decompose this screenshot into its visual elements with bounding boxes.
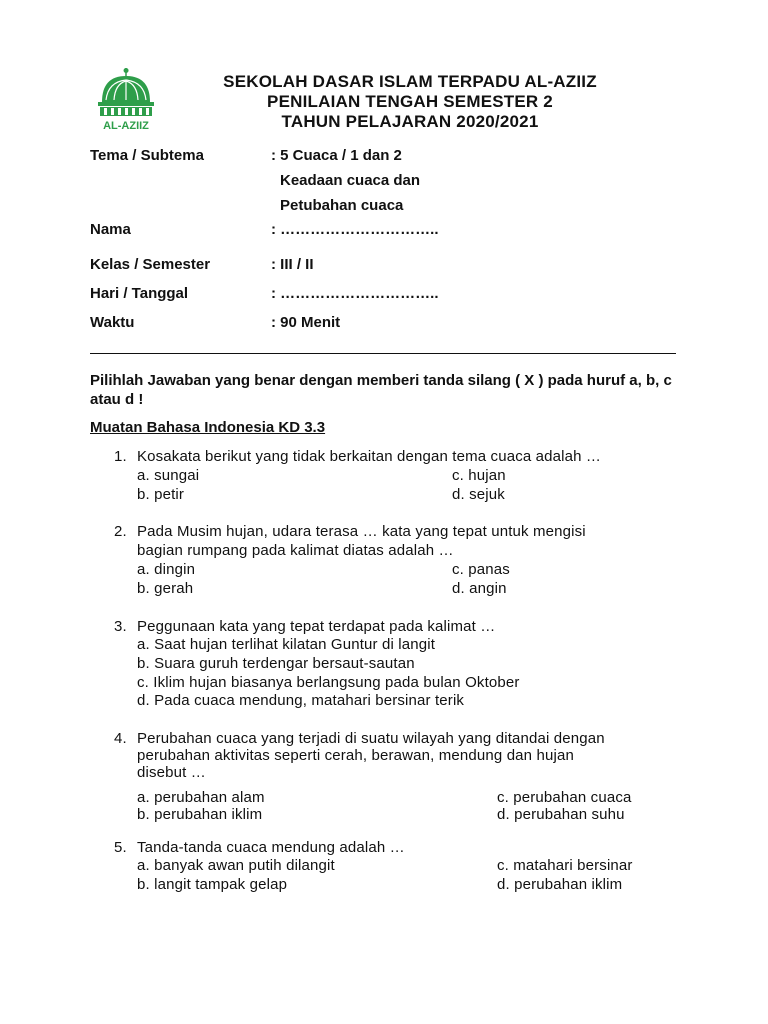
question-4-option-d[interactable]: d. perubahan suhu: [497, 806, 625, 823]
question-1-option-c[interactable]: c. hujan: [452, 467, 506, 484]
info-label-hari: Hari / Tanggal: [90, 285, 189, 302]
question-2-option-c[interactable]: c. panas: [452, 561, 510, 578]
question-5-option-c[interactable]: c. matahari bersinar: [497, 857, 633, 874]
question-2-text-line-1: Pada Musim hujan, udara terasa … kata yang tepat untuk mengisi: [137, 523, 586, 540]
question-4-option-b[interactable]: b. perubahan iklim: [137, 806, 263, 823]
question-3-option-c[interactable]: c. Iklim hujan biasanya berlangsung pada bulan Oktober: [137, 674, 520, 691]
exam-title: PENILAIAN TENGAH SEMESTER 2: [267, 92, 553, 111]
question-1-option-a[interactable]: a. sungai: [137, 467, 200, 484]
instruction-text: Pilihlah Jawaban yang benar dengan memberi tanda silang ( X ) pada huruf a, b, c atau d !: [90, 372, 672, 408]
info-label-waktu: Waktu: [90, 314, 135, 331]
question-4-option-c[interactable]: c. perubahan cuaca: [497, 789, 632, 806]
info-label-nama: Nama: [90, 221, 131, 238]
question-3-option-a[interactable]: a. Saat hujan terlihat kilatan Guntur di langit: [137, 636, 436, 653]
question-3-text: Peggunaan kata yang tepat terdapat pada kalimat …: [137, 618, 496, 635]
question-4-number: 4.: [114, 730, 127, 747]
question-4-text-line-1: Perubahan cuaca yang terjadi di suatu wilayah yang ditandai dengan: [137, 730, 605, 747]
question-1-option-d[interactable]: d. sejuk: [452, 486, 505, 503]
question-1-number: 1.: [114, 448, 127, 465]
question-2-number: 2.: [114, 523, 127, 540]
question-4-text-line-3: disebut …: [137, 764, 206, 781]
question-4-text-line-2: perubahan aktivitas seperti cerah, berawan, mendung dan hujan: [137, 747, 574, 764]
info-label-kelas: Kelas / Semester: [90, 256, 211, 273]
question-3-number: 3.: [114, 618, 127, 635]
question-4-option-a[interactable]: a. perubahan alam: [137, 789, 265, 806]
logo-text: AL-AZIIZ: [103, 120, 149, 132]
section-title: Muatan Bahasa Indonesia KD 3.3: [90, 419, 326, 436]
info-value-kelas: : III / II: [271, 256, 314, 273]
info-value-subtema-2: Petubahan cuaca: [280, 197, 404, 214]
question-5-option-d[interactable]: d. perubahan iklim: [497, 876, 623, 893]
question-5-number: 5.: [114, 839, 127, 856]
question-3-option-b[interactable]: b. Suara guruh terdengar bersaut-sautan: [137, 655, 415, 672]
question-3-option-d[interactable]: d. Pada cuaca mendung, matahari bersinar terik: [137, 692, 465, 709]
question-2-option-d[interactable]: d. angin: [452, 580, 507, 597]
info-value-nama: : …………………………..: [271, 221, 439, 238]
divider-line: [90, 353, 676, 354]
info-value-waktu: : 90 Menit: [271, 314, 341, 331]
question-1-text: Kosakata berikut yang tidak berkaitan dengan tema cuaca adalah …: [137, 448, 602, 465]
question-2-text-line-2: bagian rumpang pada kalimat diatas adalah …: [137, 542, 454, 559]
academic-year: TAHUN PELAJARAN 2020/2021: [281, 112, 539, 131]
question-2-option-a[interactable]: a. dingin: [137, 561, 196, 578]
info-value-subtema-1: Keadaan cuaca dan: [280, 172, 421, 189]
question-5-option-a[interactable]: a. banyak awan putih dilangit: [137, 857, 335, 874]
info-label-tema: Tema / Subtema: [90, 147, 204, 164]
question-2-option-b[interactable]: b. gerah: [137, 580, 194, 597]
info-value-tema: : 5 Cuaca / 1 dan 2: [271, 147, 402, 164]
school-name: SEKOLAH DASAR ISLAM TERPADU AL-AZIIZ: [223, 72, 597, 91]
question-5-option-b[interactable]: b. langit tampak gelap: [137, 876, 288, 893]
info-value-hari: : …………………………..: [271, 285, 439, 302]
question-5-text: Tanda-tanda cuaca mendung adalah …: [137, 839, 405, 856]
question-1-option-b[interactable]: b. petir: [137, 486, 185, 503]
